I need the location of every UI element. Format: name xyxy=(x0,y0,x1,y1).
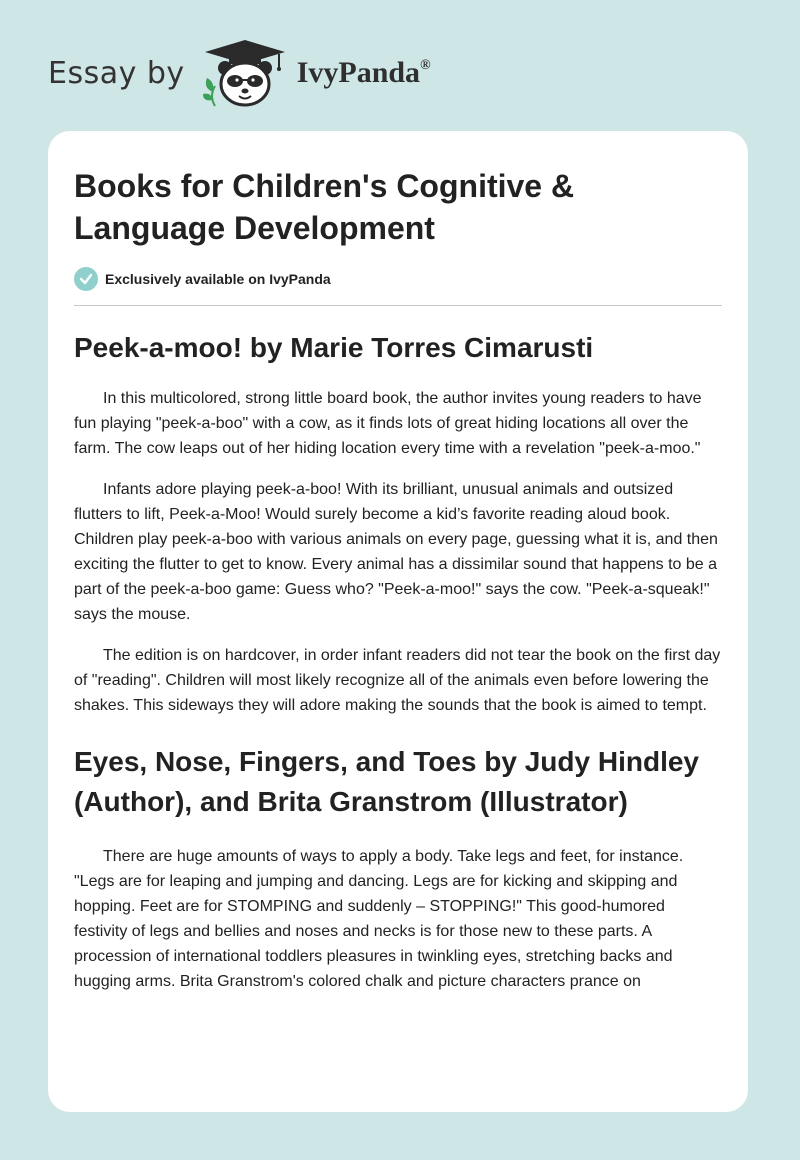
section-heading: Eyes, Nose, Fingers, and Toes by Judy Hindley (Author), and Brita Granstrom (Illustrator) xyxy=(74,746,699,817)
exclusive-badge xyxy=(74,267,722,291)
trademark-symbol: ® xyxy=(420,58,431,73)
essay-by-label: Essay by xyxy=(48,55,185,91)
exclusive-label: Exclusively available on IvyPanda xyxy=(105,271,331,287)
site-header xyxy=(48,38,431,108)
checkmark-icon xyxy=(74,267,98,291)
paragraph: In this multicolored, strong little board book, the author invites young readers to have fun playing "peek-a-boo" with a cow, as it finds lots of great hiding locations all over the farm. The cow leaps out of her hiding location every time with a revelation "peek-a-moo." xyxy=(74,390,702,457)
paragraph: The edition is on hardcover, in order infant readers did not tear the book on the first day of "reading". Children will most likely recognize all of the animals even before lowering the shakes. This sideways they will adore making the sounds that the book is aimed to tempt. xyxy=(74,647,721,714)
divider xyxy=(74,305,722,306)
section-heading: Peek-a-moo! by Marie Torres Cimarusti xyxy=(74,332,594,363)
brand-name[interactable]: IvyPanda® xyxy=(296,56,431,89)
ivypanda-logo-icon[interactable] xyxy=(199,38,291,108)
paragraph: Infants adore playing peek-a-boo! With its brilliant, unusual animals and outsized flutters to lift, Peek-a-Moo! Would surely become a kid’s favorite reading aloud book. Children play peek-a-boo with various animals on every page, guessing what it is, and then exciting the flutter to get to know. Every animal has a dissimilar sound that happens to be a part of the peek-a-boo game: Guess who? "Peek-a-moo!" says the cow. "Peek-a-squeak!" says the mouse. xyxy=(74,481,718,623)
essay-card xyxy=(48,131,748,1112)
page-title: Books for Children's Cognitive & Language Development xyxy=(74,168,575,246)
paragraph: There are huge amounts of ways to apply a body. Take legs and feet, for instance. "Legs are for leaping and jumping and dancing. Legs are for kicking and skipping and hopping. Feet are for STOMPING and suddenly – STOPPING!" This good-humored festivity of legs and bellies and noses and necks is for those new to these parts. A procession of international toddlers pleasures in twinkling eyes, stretching backs and hugging arms. Brita Granstrom's colored chalk and picture characters prance on xyxy=(74,848,684,990)
